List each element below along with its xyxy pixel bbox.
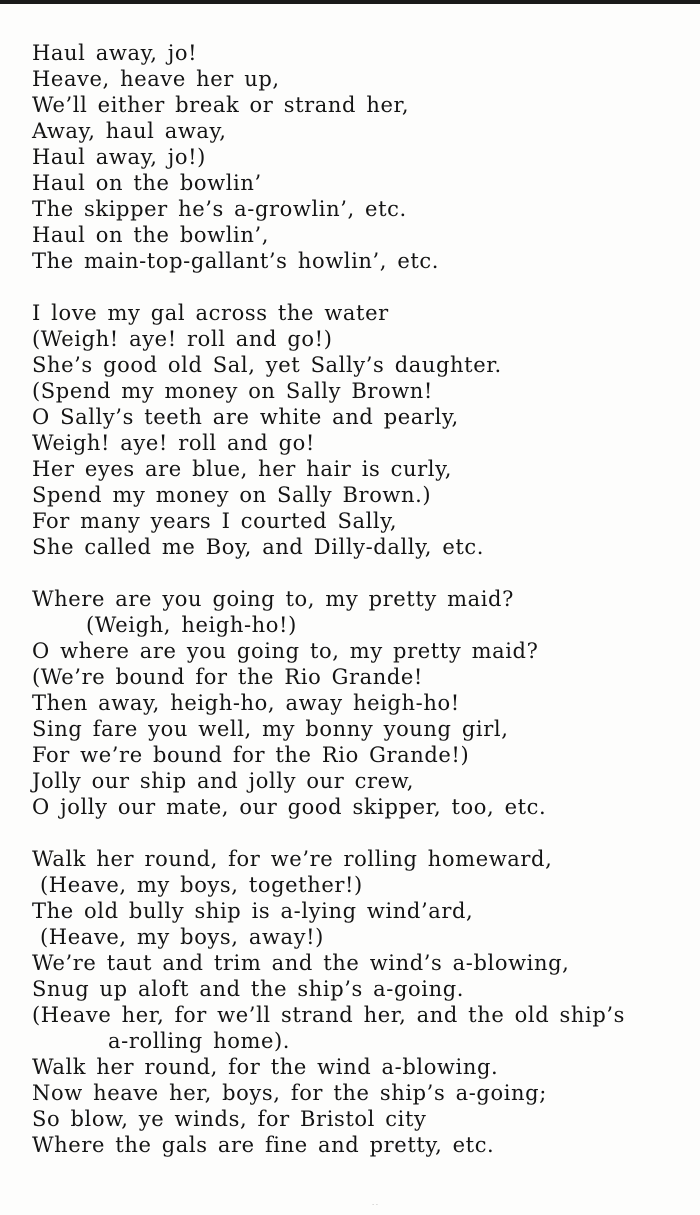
verse-line: O jolly our mate, our good skipper, too, etc. — [32, 795, 547, 819]
verse-line: Where the gals are fine and pretty, etc. — [32, 1133, 495, 1157]
verse-line: Jolly our ship and jolly our crew, — [32, 769, 415, 793]
page-mark: · · — [372, 1202, 378, 1209]
verse-line: Weigh! aye! roll and go! — [32, 431, 315, 455]
verse-line: a-rolling home). — [108, 1029, 291, 1053]
verse-line: Walk her round, for the wind a-blowing. — [32, 1055, 499, 1079]
verse-line: She’s good old Sal, yet Sally’s daughter. — [32, 353, 502, 377]
verse-line: (Heave her, for we’ll strand her, and the old ship’s — [32, 1003, 626, 1027]
shanty-text — [32, 40, 692, 1184]
verse-line: (Weigh! aye! roll and go!) — [32, 327, 333, 351]
top-rule — [0, 0, 700, 4]
stanza — [32, 586, 692, 820]
verse-line: (Heave, my boys, away!) — [40, 925, 324, 949]
verse-line: She called me Boy, and Dilly-dally, etc. — [32, 535, 485, 559]
verse-line: (Heave, my boys, together!) — [40, 873, 363, 897]
stanza — [32, 846, 692, 1158]
verse-line: Away, haul away, — [32, 119, 227, 143]
verse-line: So blow, ye winds, for Bristol city — [32, 1107, 427, 1131]
verse-line: Where are you going to, my pretty maid? — [32, 587, 514, 611]
verse-line: The main-top-gallant’s howlin’, etc. — [32, 249, 440, 273]
verse-line: Sing fare you well, my bonny young girl, — [32, 717, 509, 741]
verse-line: The skipper he’s a-growlin’, etc. — [32, 197, 407, 221]
verse-line: (We’re bound for the Rio Grande! — [32, 665, 423, 689]
verse-line: We’re taut and trim and the wind’s a-blowing, — [32, 951, 570, 975]
verse-line: Heave, heave her up, — [32, 67, 280, 91]
verse-line: Walk her round, for we’re rolling homeward, — [32, 847, 553, 871]
verse-line: Haul away, jo!) — [32, 145, 206, 169]
verse-line: O where are you going to, my pretty maid? — [32, 639, 539, 663]
verse-line: Spend my money on Sally Brown.) — [32, 483, 432, 507]
verse-line: Snug up aloft and the ship’s a-going. — [32, 977, 465, 1001]
verse-line: We’ll either break or strand her, — [32, 93, 410, 117]
verse-line: O Sally’s teeth are white and pearly, — [32, 405, 459, 429]
verse-line: For we’re bound for the Rio Grande!) — [32, 743, 470, 767]
verse-line: (Weigh, heigh-ho!) — [86, 613, 297, 637]
stanza — [32, 40, 692, 274]
stanza — [32, 300, 692, 560]
verse-line: (Spend my money on Sally Brown! — [32, 379, 433, 403]
verse-line: I love my gal across the water — [32, 301, 389, 325]
verse-line: For many years I courted Sally, — [32, 509, 398, 533]
verse-line: The old bully ship is a-lying wind’ard, — [32, 899, 474, 923]
verse-line: Then away, heigh-ho, away heigh-ho! — [32, 691, 460, 715]
verse-line: Haul away, jo! — [32, 41, 198, 65]
verse-line: Her eyes are blue, her hair is curly, — [32, 457, 453, 481]
verse-line: Haul on the bowlin’ — [32, 171, 262, 195]
verse-line: Now heave her, boys, for the ship’s a-going; — [32, 1081, 547, 1105]
verse-line: Haul on the bowlin’, — [32, 223, 270, 247]
